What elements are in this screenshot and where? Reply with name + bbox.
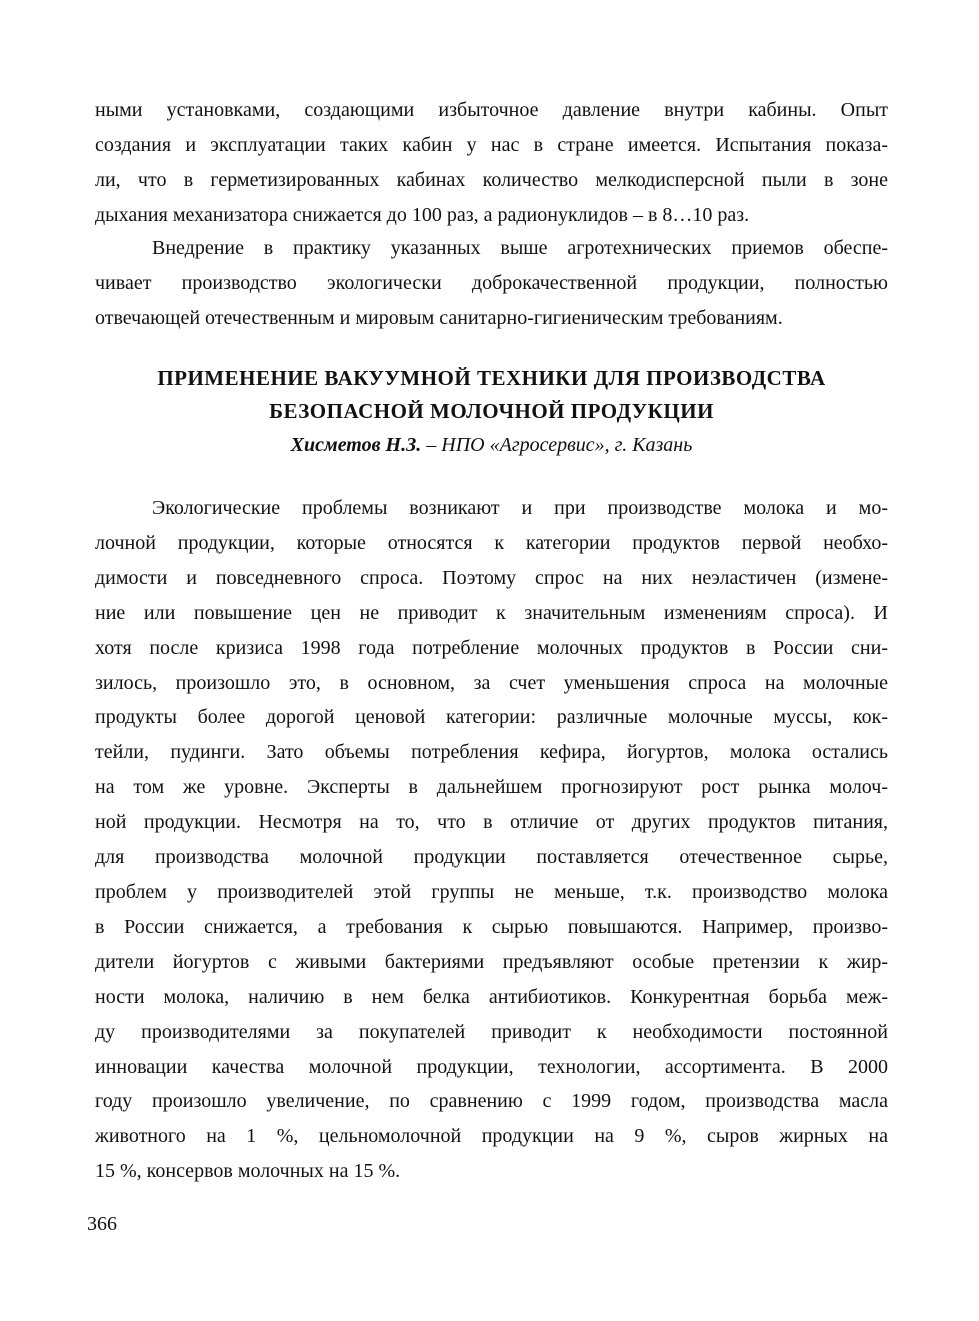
text-line: Внедрение в практику указанных выше агротехнических приемов обеспе- <box>152 237 888 259</box>
text-line: создания и эксплуатации таких кабин у нас в стране имеется. Испытания показа- <box>95 133 888 156</box>
text-line: димости и повседневного спроса. Поэтому спрос на них неэластичен (измене- <box>95 566 888 589</box>
paragraph-conclusion <box>95 231 888 336</box>
text-line: дыхания механизатора снижается до 100 раз, а радионуклидов – в 8…10 раз. <box>95 203 750 226</box>
text-line: продукты более дорогой ценовой категории: различные молочные муссы, кок- <box>95 706 888 729</box>
author-affiliation: – НПО «Агросервис», г. Казань <box>421 434 693 456</box>
text-line: зилось, произошло это, в основном, за счет уменьшения спроса на молочные <box>95 671 888 694</box>
paragraph-main <box>95 491 888 1189</box>
paragraph-continued <box>95 93 888 233</box>
text-line: году произошло увеличение, по сравнению с 1999 годом, производства масла <box>95 1090 888 1113</box>
text-line: на том же уровне. Эксперты в дальнейшем прогнозируют рост рынка молоч- <box>95 776 888 799</box>
text-line: инновации качества молочной продукции, технологии, ассортимента. В 2000 <box>95 1055 888 1078</box>
section-title-line-2: БЕЗОПАСНОЙ МОЛОЧНОЙ ПРОДУКЦИИ <box>269 399 714 423</box>
author-byline <box>95 430 888 460</box>
text-line: для производства молочной продукции поставляется отечественное сырье, <box>95 846 888 869</box>
author-name: Хисметов Н.З. <box>290 434 422 456</box>
text-line: тейли, пудинги. Зато объемы потребления кефира, йогуртов, молока остались <box>95 741 888 764</box>
text-line: проблем у производителей этой группы не меньше, т.к. производство молока <box>95 880 888 903</box>
text-line: отвечающей отечественным и мировым санитарно-гигиеническим требованиям. <box>95 306 783 329</box>
text-line: ние или повышение цен не приводит к значительным изменениям спроса). И <box>95 601 888 624</box>
text-line: ли, что в герметизированных кабинах количество мелкодисперсной пыли в зоне <box>95 168 888 191</box>
text-line: ности молока, наличию в нем белка антибиотиков. Конкурентная борьба меж- <box>95 985 888 1008</box>
text-line: ду производителями за покупателей приводит к необходимости постоянной <box>95 1020 888 1043</box>
text-line: ными установками, создающими избыточное давление внутри кабины. Опыт <box>95 99 888 121</box>
text-line: в России снижается, а требования к сырью повышаются. Например, произво- <box>95 915 888 938</box>
text-line: Экологические проблемы возникают и при производстве молока и мо- <box>152 497 888 519</box>
text-line: дители йогуртов с живыми бактериями предъявляют особые претензии к жир- <box>95 950 888 973</box>
text-line: чивает производство экологически доброкачественной продукции, полностью <box>95 271 888 294</box>
text-line: животного на 1 %, цельномолочной продукции на 9 %, сыров жирных на <box>95 1125 888 1148</box>
text-line: хотя после кризиса 1998 года потребление молочных продуктов в России сни- <box>95 636 888 659</box>
text-line: ной продукции. Несмотря на то, что в отличие от других продуктов питания, <box>95 811 888 834</box>
text-line: 15 %, консервов молочных на 15 %. <box>95 1160 401 1183</box>
text-line: лочной продукции, которые относятся к категории продуктов первой необхо- <box>95 531 888 554</box>
page-number: 366 <box>87 1213 117 1235</box>
section-title-line-1: ПРИМЕНЕНИЕ ВАКУУМНОЙ ТЕХНИКИ ДЛЯ ПРОИЗВОДСТВА <box>157 366 826 390</box>
